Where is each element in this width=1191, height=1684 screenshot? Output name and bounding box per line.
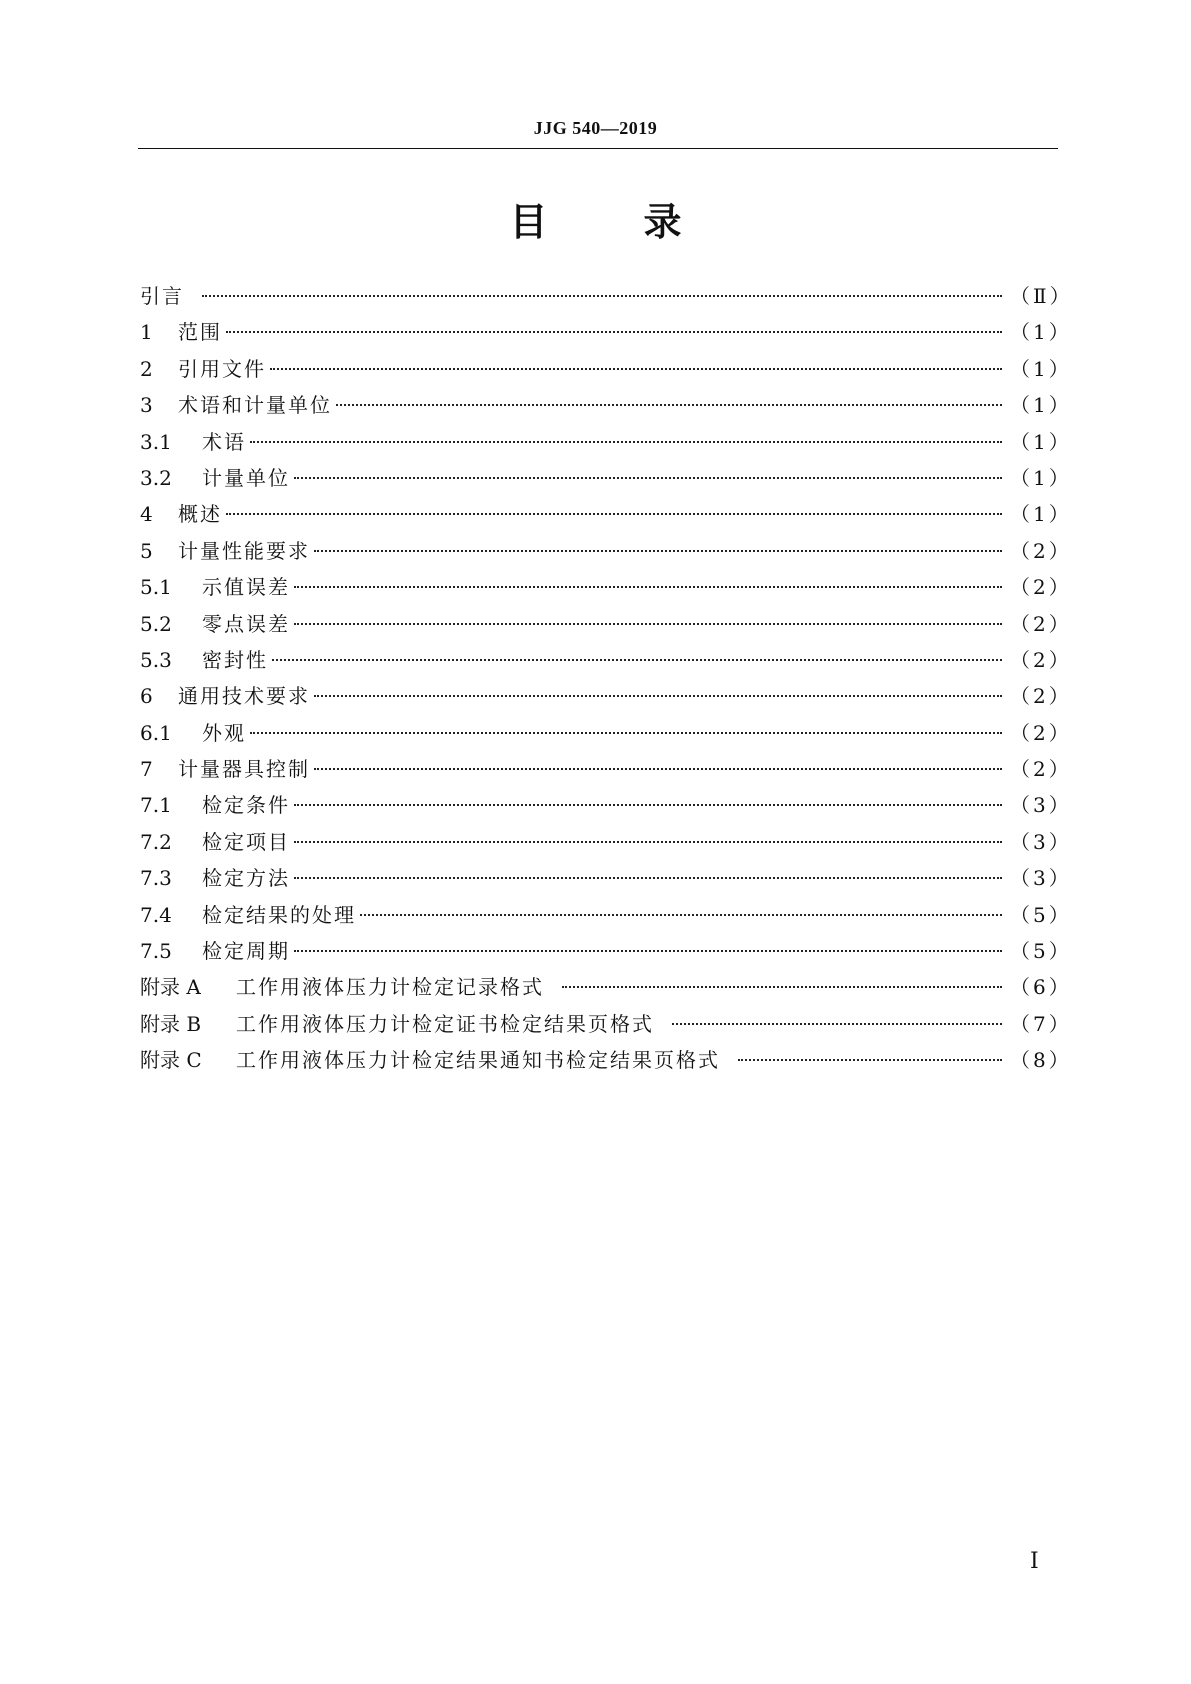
dot-leader [314,695,1002,697]
toc-entry-label: 术语 [202,429,246,454]
toc-entry-page: （2） [1010,757,1072,782]
toc-entry-number: 2 [140,356,153,381]
toc-entry-page: （1） [1010,429,1072,454]
toc-entry-page: （2） [1010,575,1072,600]
dot-leader [336,404,1002,406]
toc-entry-label: 概述 [178,502,222,527]
toc-entry-page: （2） [1010,720,1072,745]
dot-leader [294,950,1002,952]
toc-entry-label: 引用文件 [178,356,266,381]
toc-entry-label: 零点误差 [202,611,290,636]
toc-entry-label: 引言 [140,284,184,308]
dot-leader [226,513,1002,515]
toc-entry-appendix-c[interactable] [140,1044,1072,1080]
toc-entry-page: （6） [1010,975,1072,1000]
dot-leader [360,914,1002,916]
dot-leader [294,877,1002,879]
dot-leader [294,586,1002,588]
toc-entry-number: 附录 B [140,1011,202,1036]
toc-entry-label: 术语和计量单位 [178,393,332,418]
dot-leader [270,368,1002,370]
toc-entry-5-1[interactable] [140,571,1072,607]
toc-entry-page: （5） [1010,939,1072,964]
toc-entry-7-2[interactable] [140,826,1072,862]
toc-entry-7-5[interactable] [140,935,1072,971]
toc-entry-page: （7） [1010,1011,1072,1036]
header-rule [138,148,1058,149]
toc-entry-number: 1 [140,320,153,345]
toc-entry-label: 密封性 [202,647,268,672]
dot-leader [250,441,1002,443]
dot-leader [562,986,1002,988]
dot-leader [294,623,1002,625]
toc-entry-label: 工作用液体压力计检定记录格式 [236,975,544,1000]
document-code-header: JJG 540—2019 [533,118,658,138]
toc-entry-page: （2） [1010,684,1072,709]
toc-entry-1[interactable] [140,316,1072,352]
toc-entry-7-1[interactable] [140,789,1072,825]
toc-entry-7-4[interactable] [140,899,1072,935]
toc-entry-label: 通用技术要求 [178,684,310,709]
toc-entry-number: 3 [140,393,153,418]
dot-leader [738,1059,1002,1061]
toc-entry-label: 检定条件 [202,793,290,818]
toc-entry-page: （3） [1010,793,1072,818]
dot-leader [672,1023,1002,1025]
toc-entry-label: 示值误差 [202,575,290,600]
toc-entry-page: （1） [1010,320,1072,345]
dot-leader [250,732,1002,734]
toc-entry-page: （3） [1010,829,1072,854]
title-char-1: 目 [509,200,548,244]
toc-entry-page: （2） [1010,538,1072,563]
toc-entry-7[interactable] [140,753,1072,789]
toc-entry-page: （Ⅱ） [1010,284,1073,308]
toc-entry-3-1[interactable] [140,426,1072,462]
toc-entry-label: 计量器具控制 [178,757,310,782]
toc-entry-label: 工作用液体压力计检定结果通知书检定结果页格式 [236,1048,720,1073]
dot-leader [272,659,1002,661]
toc-entry-number: 附录 C [140,1048,202,1073]
toc-entry-number: 7.4 [140,902,172,927]
page-number: Ⅰ [1030,1548,1039,1573]
toc-entry-page: （1） [1010,393,1072,418]
table-of-contents [140,280,1073,1081]
toc-entry-appendix-a[interactable] [140,971,1072,1007]
toc-entry-5-3[interactable] [140,644,1072,680]
toc-entry-number: 4 [140,502,153,527]
toc-entry-5-2[interactable] [140,608,1072,644]
toc-entry-7-3[interactable] [140,862,1072,898]
toc-entry-number: 5 [140,538,153,563]
dot-leader [294,841,1002,843]
toc-entry-number: 7 [140,757,153,782]
toc-entry-number: 7.3 [140,866,172,891]
toc-entry-number: 5.1 [140,575,172,600]
toc-entry-number: 3.1 [140,429,172,454]
toc-entry-label: 范围 [178,320,222,345]
toc-entry-number: 6 [140,684,153,709]
dot-leader [314,550,1002,552]
dot-leader [314,768,1002,770]
toc-entry-label: 检定方法 [202,866,290,891]
title-char-2: 录 [643,200,682,244]
toc-entry-number: 6.1 [140,720,172,745]
toc-entry-number: 3.2 [140,465,172,490]
toc-entry-6-1[interactable] [140,717,1072,753]
toc-entry-number: 7.5 [140,939,172,964]
toc-entry-appendix-b[interactable] [140,1008,1072,1044]
toc-entry-page: （2） [1010,647,1072,672]
toc-entry-page: （1） [1010,465,1072,490]
page-title [0,198,1191,246]
toc-entry-number: 7.1 [140,793,172,818]
toc-entry-label: 检定结果的处理 [202,902,356,927]
dot-leader [226,331,1002,333]
toc-entry-4[interactable] [140,498,1072,534]
toc-entry-3[interactable] [140,389,1072,425]
toc-entry-introduction[interactable] [140,280,1073,316]
toc-entry-5[interactable] [140,535,1072,571]
toc-entry-label: 外观 [202,720,246,745]
toc-entry-label: 计量单位 [202,465,290,490]
dot-leader [202,295,1002,297]
toc-entry-number: 5.2 [140,611,172,636]
toc-entry-6[interactable] [140,680,1072,716]
toc-entry-page: （1） [1010,502,1072,527]
toc-entry-label: 计量性能要求 [178,538,310,563]
toc-entry-number: 附录 A [140,975,201,1000]
toc-entry-number: 5.3 [140,647,172,672]
toc-entry-number: 7.2 [140,829,172,854]
toc-entry-page: （3） [1010,866,1072,891]
toc-entry-page: （8） [1010,1048,1072,1073]
toc-entry-page: （2） [1010,611,1072,636]
dot-leader [294,804,1002,806]
toc-entry-label: 检定周期 [202,939,290,964]
toc-entry-2[interactable] [140,353,1072,389]
toc-entry-3-2[interactable] [140,462,1072,498]
toc-entry-label: 检定项目 [202,829,290,854]
toc-entry-page: （5） [1010,902,1072,927]
dot-leader [294,477,1002,479]
toc-entry-label: 工作用液体压力计检定证书检定结果页格式 [236,1011,654,1036]
toc-entry-page: （1） [1010,356,1072,381]
